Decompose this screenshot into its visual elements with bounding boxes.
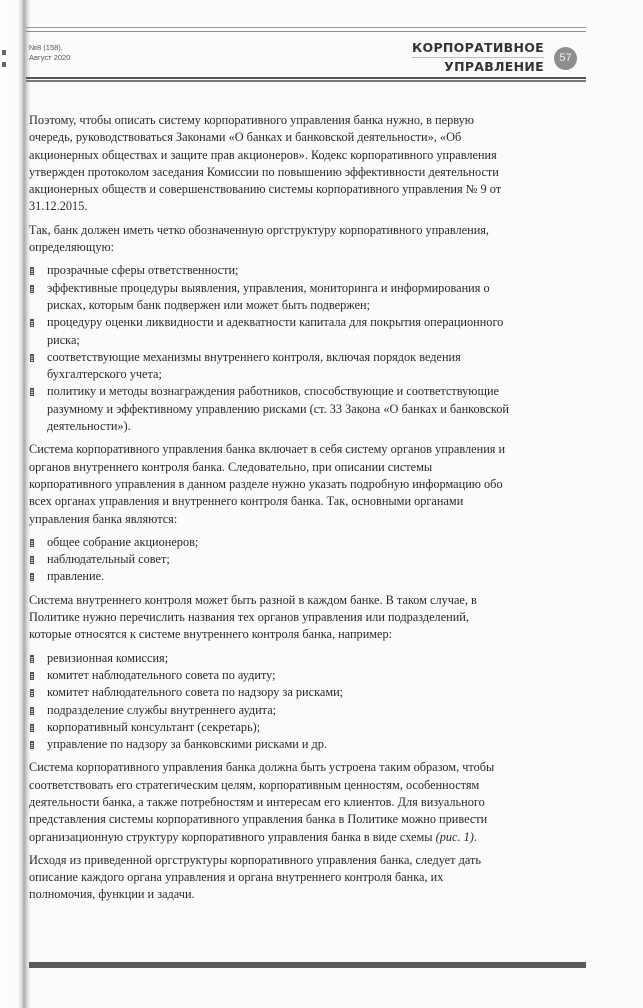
section-title <box>412 40 544 74</box>
paragraph: Система внутреннего контроля может быть разной в каждом банке. В таком случае, в Политике нужно перечислить названия тех органов управления или подразделений, которые относятся к системе внутреннего контроля банка, например: <box>29 592 477 642</box>
section-title-line2: УПРАВЛЕНИЕ <box>444 59 544 74</box>
header-bottom-rule <box>26 80 586 82</box>
binding-shadow <box>0 0 30 1008</box>
list-item: комитет наблюдательного совета по надзору за рисками; <box>29 684 509 701</box>
section-title-line1: КОРПОРАТИВНОЕ <box>412 40 544 58</box>
page-number-badge: 57 <box>554 47 577 70</box>
header-top-rule <box>26 31 586 32</box>
bullet-icon <box>30 724 34 732</box>
adjacent-page-fragment <box>2 50 6 55</box>
figure-reference: (рис. 1) <box>435 829 474 844</box>
list-item: правление. <box>29 568 509 585</box>
bullet-list <box>29 650 509 754</box>
list-item: политику и методы вознаграждения работников, способствующие и соответствующие разумному и эффективному управлению рисками (ст. 33 Закона «О банках и банковской деятельности»). <box>29 383 509 435</box>
issue-info <box>29 43 70 63</box>
issue-number: №8 (158), <box>29 43 63 52</box>
bullet-list <box>29 534 509 586</box>
list-item: ревизионная комиссия; <box>29 650 509 667</box>
bullet-icon <box>30 267 34 275</box>
bullet-icon <box>30 539 34 547</box>
list-item: общее собрание акционеров; <box>29 534 509 551</box>
list-item: эффективные процедуры выявления, управления, мониторинга и информирования о рисках, которым банк подвержен или может быть подвержен; <box>29 280 509 315</box>
bullet-icon <box>30 319 34 327</box>
list-item: процедуру оценки ликвидности и адекватности капитала для покрытия операционного риска; <box>29 314 509 349</box>
bullet-icon <box>30 707 34 715</box>
paragraph: Поэтому, чтобы описать систему корпоративного управления банка нужно, в первую очередь, руководствоваться Законами «О банках и банковской деятельности», «Об акционерных обществах и защите прав акционеров». Кодекс корпоративного управления утвержден протоколом заседания Комиссии по повышению эффективности деятельности акционерных обществ и совершенствованию системы корпоративного управления № 9 от 31.12.2015. <box>29 113 502 214</box>
paragraph: Исходя из приведенной оргструктуры корпоративного управления банка, следует дать описание каждого органа управления и органа внутреннего контроля банка, их полномочия, функции и задачи. <box>29 852 481 902</box>
list-item: корпоративный консультант (секретарь); <box>29 719 509 736</box>
bullet-icon <box>30 573 34 581</box>
bullet-icon <box>30 655 34 663</box>
paragraph: Система корпоративного управления банка включает в себя систему органов управления и органов внутреннего контроля банка. Следовательно, при описании системы корпоративного управления в данном разделе нужно указать подробную информацию обо всех органах управления и внутреннего контроля банка. Так, основными органами управления банка являются: <box>29 442 506 526</box>
list-item: комитет наблюдательного совета по аудиту; <box>29 667 509 684</box>
list-item: подразделение службы внутреннего аудита; <box>29 702 509 719</box>
list-item: соответствующие механизмы внутреннего контроля, включая порядок ведения бухгалтерского учета; <box>29 349 509 384</box>
bullet-icon <box>30 285 34 293</box>
list-item: управление по надзору за банковскими рисками и др. <box>29 736 509 753</box>
paragraph: Система корпоративного управления банка должна быть устроена таким образом, чтобы соответствовать его стратегическим целям, корпоративным ценностям, особенностям деятельности банка, а также потребностям и интересам его клиентов. Для визуального представления системы корпоративного управления банка в Политике можно привести организационную структуру корпоративного управления банка в виде схемы (рис. 1). <box>29 760 495 844</box>
bullet-icon <box>30 741 34 749</box>
list-item: прозрачные сферы ответственности; <box>29 262 509 279</box>
issue-date: Август 2020 <box>29 53 71 62</box>
adjacent-page-fragment <box>2 62 6 67</box>
bullet-icon <box>30 354 34 362</box>
bullet-icon <box>30 556 34 564</box>
footer-rule <box>29 962 586 968</box>
article-body <box>29 112 509 910</box>
bullet-list <box>29 262 509 435</box>
paragraph: Так, банк должен иметь четко обозначенную оргструктуру корпоративного управления, определяющую: <box>29 222 490 255</box>
header-bottom-rule <box>26 77 586 79</box>
bullet-icon <box>30 388 34 396</box>
list-item: наблюдательный совет; <box>29 551 509 568</box>
bullet-icon <box>30 689 34 697</box>
header-top-rule <box>26 27 586 28</box>
bullet-icon <box>30 672 34 680</box>
